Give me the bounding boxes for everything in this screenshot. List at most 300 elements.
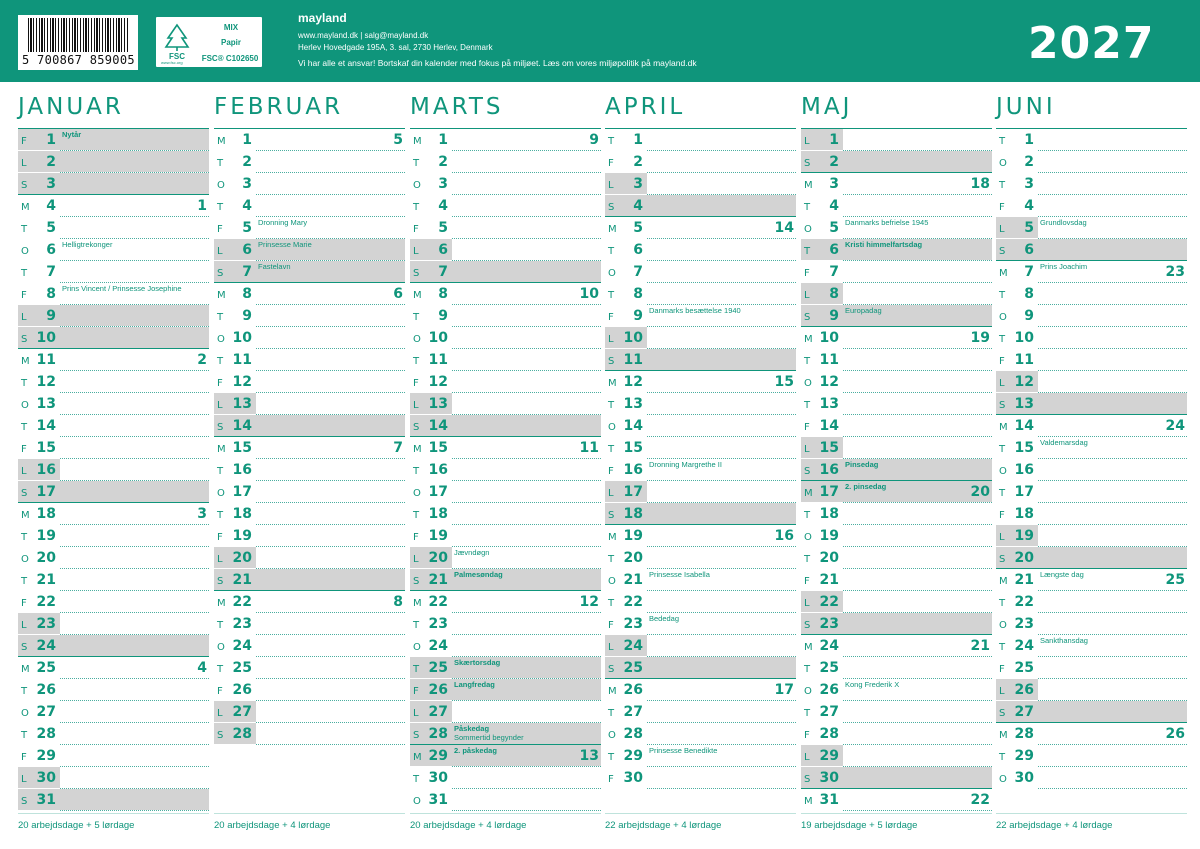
day-row [996,569,1187,591]
day-number: 24 [428,638,448,654]
weekday-letter: T [999,752,1006,763]
day-row [410,723,601,745]
month-name: MAJ [801,94,853,120]
day-row [410,767,601,789]
day-row [801,437,992,459]
day-row [996,305,1187,327]
weekday-letter: S [999,246,1006,257]
day-number: 10 [36,330,56,346]
day-number: 6 [242,242,252,258]
day-row [410,305,601,327]
day-row [996,283,1187,305]
day-number: 26 [36,682,56,698]
day-number: 6 [438,242,448,258]
day-number: 15 [623,440,643,456]
day-row [18,415,209,437]
day-number: 24 [819,638,839,654]
day-number: 9 [1024,308,1034,324]
month-bottom-rule [605,813,796,814]
day-number: 8 [242,286,252,302]
week-number: 11 [579,440,599,456]
weekday-letter: L [804,444,810,455]
day-number: 20 [36,550,56,566]
day-number: 26 [623,682,643,698]
weekday-letter: O [21,554,29,565]
day-row [214,415,405,437]
day-number: 4 [633,198,643,214]
day-row [214,437,405,459]
weekday-letter: L [413,708,419,719]
day-row [996,767,1187,789]
day-number: 16 [232,462,252,478]
day-row [801,393,992,415]
weekday-letter: S [217,576,224,587]
weekday-letter: O [804,686,812,697]
day-number: 17 [623,484,643,500]
weekday-letter: T [999,136,1006,147]
day-number: 8 [438,286,448,302]
day-row [801,723,992,745]
day-number: 9 [438,308,448,324]
day-row [996,239,1187,261]
day-row [801,503,992,525]
day-row [18,283,209,305]
day-number: 13 [819,396,839,412]
day-row [605,525,796,547]
day-row [801,701,992,723]
day-row [801,591,992,613]
day-number: 7 [829,264,839,280]
weekday-letter: T [217,510,224,521]
day-row [18,591,209,613]
weekday-letter: F [413,224,419,235]
weekday-letter: T [804,510,811,521]
day-row [996,173,1187,195]
day-row [410,481,601,503]
weekday-letter: S [804,774,811,785]
day-number: 27 [428,704,448,720]
week-number: 24 [1165,418,1185,434]
day-row [801,195,992,217]
day-row [801,481,992,503]
day-row [410,261,601,283]
day-row [801,613,992,635]
day-row [214,217,405,239]
day-row [996,261,1187,283]
weekday-letter: O [608,268,616,279]
day-number: 16 [428,462,448,478]
day-row [410,371,601,393]
weekday-letter: L [804,136,810,147]
day-number: 20 [428,550,448,566]
day-row [996,701,1187,723]
day-row [18,723,209,745]
week-number: 5 [393,132,403,148]
week-number: 26 [1165,726,1185,742]
weekday-letter: O [217,180,225,191]
day-row [801,459,992,481]
day-number: 30 [428,770,448,786]
weekday-letter: F [999,202,1005,213]
day-row [18,173,209,195]
day-row [18,261,209,283]
day-row [605,173,796,195]
day-number: 12 [36,374,56,390]
day-row [605,613,796,635]
day-row [18,151,209,173]
day-row [801,569,992,591]
holiday-note: Længste dag [1040,570,1084,579]
weekday-letter: T [608,136,615,147]
weekday-letter: T [21,268,28,279]
weekday-letter: T [804,708,811,719]
day-number: 11 [36,352,56,368]
day-number: 7 [1024,264,1034,280]
weekday-letter: O [413,334,421,345]
day-number: 20 [623,550,643,566]
weekday-letter: F [608,312,614,323]
weekday-letter: L [413,246,419,257]
day-number: 24 [232,638,252,654]
day-row [410,173,601,195]
month-summary: 20 arbejdsdage + 4 lørdage [214,820,331,831]
day-number: 4 [438,198,448,214]
day-row [801,657,992,679]
day-number: 18 [819,506,839,522]
day-number: 18 [623,506,643,522]
weekday-letter: M [217,598,226,609]
day-number: 11 [232,352,252,368]
day-row [214,151,405,173]
weekday-letter: F [413,378,419,389]
day-number: 13 [1014,396,1034,412]
weekday-letter: O [413,642,421,653]
day-number: 26 [1014,682,1034,698]
day-number: 21 [36,572,56,588]
weekday-letter: L [804,290,810,301]
weekday-letter: S [608,356,615,367]
day-number: 30 [623,770,643,786]
day-row [605,701,796,723]
weekday-letter: M [21,356,30,367]
weekday-letter: F [804,576,810,587]
weekday-letter: M [999,576,1008,587]
day-number: 25 [232,660,252,676]
day-number: 8 [633,286,643,302]
weekday-letter: T [21,730,28,741]
day-number: 10 [1014,330,1034,346]
day-number: 22 [428,594,448,610]
weekday-letter: O [804,378,812,389]
day-row [801,415,992,437]
holiday-note: Nytår [62,130,82,139]
holiday-note: Sankthansdag [1040,636,1088,645]
day-number: 1 [46,132,56,148]
day-number: 14 [36,418,56,434]
day-row [996,679,1187,701]
day-row [410,129,601,151]
day-list [605,129,796,789]
weekday-letter: O [413,796,421,807]
day-list [214,129,405,745]
day-number: 11 [623,352,643,368]
weekday-letter: T [217,664,224,675]
weekday-letter: F [999,356,1005,367]
day-row [605,129,796,151]
day-number: 16 [819,462,839,478]
weekday-letter: F [608,158,614,169]
day-number: 14 [819,418,839,434]
weekday-letter: T [21,378,28,389]
day-row [605,393,796,415]
day-number: 28 [1014,726,1034,742]
day-row [214,305,405,327]
day-row [410,437,601,459]
day-row [996,503,1187,525]
day-list [801,129,992,811]
day-row [214,547,405,569]
barcode-lines [28,18,128,52]
day-number: 29 [623,748,643,764]
fsc-code: FSC® C102650 [201,54,259,63]
day-number: 31 [819,792,839,808]
weekday-letter: F [999,510,1005,521]
day-number: 3 [633,176,643,192]
holiday-note: Jævndøgn [454,548,490,557]
day-number: 25 [1014,660,1034,676]
day-row [410,415,601,437]
weekday-letter: O [21,708,29,719]
weekday-letter: T [999,444,1006,455]
day-row [214,679,405,701]
day-row [18,481,209,503]
day-list [996,129,1187,789]
day-row [410,327,601,349]
weekday-letter: S [413,268,420,279]
day-number: 18 [1014,506,1034,522]
day-number: 18 [428,506,448,522]
barcode-number: 5 700867 859005 [22,53,135,67]
weekday-letter: T [21,532,28,543]
weekday-letter: M [804,488,813,499]
day-row [410,283,601,305]
weekday-letter: L [413,400,419,411]
day-row [801,679,992,701]
day-number: 10 [428,330,448,346]
day-number: 7 [46,264,56,280]
weekday-letter: S [413,576,420,587]
day-number: 27 [623,704,643,720]
day-row [996,613,1187,635]
day-row [410,657,601,679]
day-number: 5 [633,220,643,236]
day-number: 14 [428,418,448,434]
day-number: 9 [829,308,839,324]
day-number: 4 [46,198,56,214]
day-row [214,239,405,261]
day-row [801,525,992,547]
day-row [605,459,796,481]
weekday-letter: F [21,290,27,301]
day-row [18,503,209,525]
brand-logo: mayland [298,11,347,25]
holiday-note: Fastelavn [258,262,291,271]
day-row [214,525,405,547]
day-row [605,415,796,437]
contact-web-email: www.mayland.dk | salg@mayland.dk [298,31,429,40]
fsc-logo-text: FSC [169,52,185,61]
weekday-letter: M [608,378,617,389]
day-number: 6 [1024,242,1034,258]
weekday-letter: S [804,466,811,477]
weekday-letter: T [413,510,420,521]
weekday-letter: O [608,422,616,433]
day-number: 27 [36,704,56,720]
day-number: 12 [232,374,252,390]
weekday-letter: T [21,686,28,697]
day-number: 28 [36,726,56,742]
day-number: 22 [623,594,643,610]
weekday-letter: M [608,686,617,697]
week-number: 25 [1165,572,1185,588]
day-number: 30 [36,770,56,786]
weekday-letter: T [999,290,1006,301]
day-row [996,525,1187,547]
weekday-letter: S [217,422,224,433]
month-summary: 19 arbejdsdage + 5 lørdage [801,820,918,831]
day-row [214,349,405,371]
day-number: 5 [438,220,448,236]
weekday-letter: M [804,180,813,191]
day-row [996,437,1187,459]
weekday-letter: O [999,466,1007,477]
day-number: 23 [232,616,252,632]
day-number: 2 [242,154,252,170]
holiday-note: Prinsesse Isabella [649,570,710,579]
weekday-letter: F [804,422,810,433]
day-row [996,371,1187,393]
weekday-letter: T [217,312,224,323]
day-number: 15 [36,440,56,456]
holiday-note: Kristi himmelfartsdag [845,240,923,249]
weekday-letter: T [217,356,224,367]
day-row [410,151,601,173]
day-number: 17 [819,484,839,500]
week-number: 6 [393,286,403,302]
day-number: 25 [428,660,448,676]
weekday-letter: S [413,422,420,433]
day-number: 28 [819,726,839,742]
day-number: 4 [829,198,839,214]
month-bottom-rule [801,813,992,814]
contact-address: Herlev Hovedgade 195A, 3. sal, 2730 Herlev, Denmark [298,43,493,52]
weekday-letter: O [608,730,616,741]
weekday-letter: O [804,224,812,235]
weekday-letter: M [21,664,30,675]
weekday-letter: M [804,642,813,653]
weekday-letter: L [21,312,27,323]
day-number: 1 [829,132,839,148]
weekday-letter: F [21,444,27,455]
day-number: 2 [46,154,56,170]
day-number: 23 [428,616,448,632]
day-number: 6 [829,242,839,258]
day-number: 15 [232,440,252,456]
month-summary: 20 arbejdsdage + 5 lørdage [18,820,135,831]
day-number: 21 [623,572,643,588]
day-row [605,261,796,283]
day-number: 16 [623,462,643,478]
day-number: 5 [242,220,252,236]
weekday-letter: L [21,158,27,169]
holiday-note: Prinsesse Benedikte [649,746,718,755]
day-number: 20 [1014,550,1034,566]
weekday-letter: T [999,488,1006,499]
holiday-note: Prins Joachim [1040,262,1088,271]
day-row [801,327,992,349]
day-row [410,745,601,767]
day-number: 28 [428,726,448,742]
day-row [410,591,601,613]
day-row [801,789,992,811]
day-number: 19 [428,528,448,544]
day-number: 26 [819,682,839,698]
day-row [801,239,992,261]
day-row [214,173,405,195]
day-row [18,789,209,811]
day-number: 23 [36,616,56,632]
weekday-letter: F [21,136,27,147]
weekday-letter: O [21,400,29,411]
weekday-letter: T [413,202,420,213]
day-number: 12 [1014,374,1034,390]
day-row [996,349,1187,371]
weekday-letter: L [608,642,614,653]
day-number: 17 [232,484,252,500]
day-row [18,349,209,371]
weekday-letter: T [413,774,420,785]
day-row [410,701,601,723]
day-row [410,195,601,217]
day-number: 20 [819,550,839,566]
day-row [214,503,405,525]
day-row [214,327,405,349]
day-number: 23 [623,616,643,632]
week-number: 7 [393,440,403,456]
weekday-letter: F [608,774,614,785]
day-number: 17 [1014,484,1034,500]
day-row [996,591,1187,613]
weekday-letter: T [608,752,615,763]
day-number: 23 [1014,616,1034,632]
day-number: 4 [242,198,252,214]
day-number: 1 [633,132,643,148]
day-row [18,613,209,635]
holiday-note: Grundlovsdag [1040,218,1087,227]
month-bottom-rule [214,813,405,814]
day-number: 21 [1014,572,1034,588]
day-row [801,261,992,283]
weekday-letter: L [217,400,223,411]
day-row [605,217,796,239]
week-number: 19 [970,330,990,346]
day-number: 2 [829,154,839,170]
day-number: 9 [46,308,56,324]
weekday-letter: L [608,180,614,191]
weekday-letter: T [608,708,615,719]
month-name: JUNI [996,94,1056,120]
holiday-note: Kong Frederik X [845,680,900,689]
